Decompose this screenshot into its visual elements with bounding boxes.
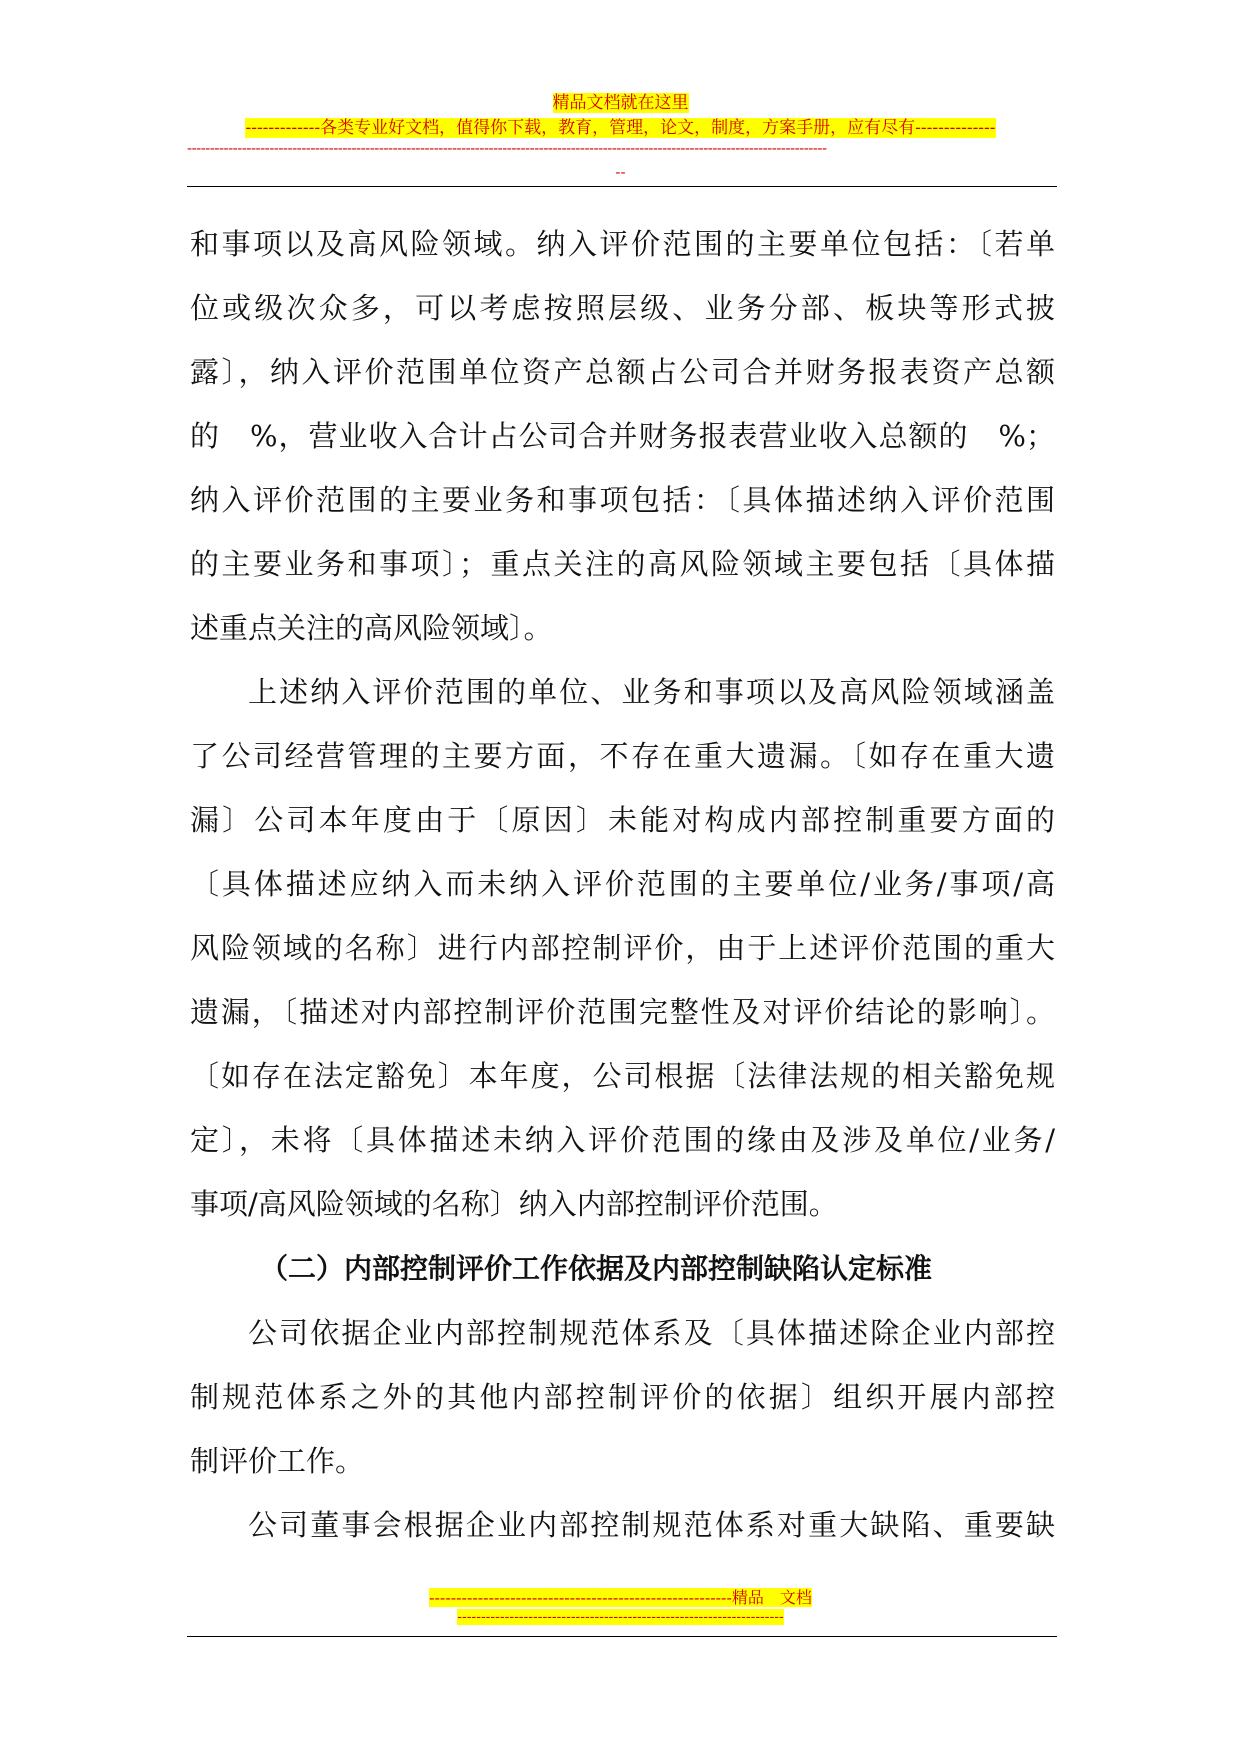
text-line: 制评价工作。 bbox=[190, 1444, 365, 1478]
header-rule bbox=[187, 186, 1057, 187]
text-line: 的主要业务和事项〕；重点关注的高风险领域主要包括〔具体描 bbox=[190, 547, 1055, 581]
text-line-indented: 上述纳入评价范围的单位、业务和事项以及高风险领域涵盖 bbox=[248, 675, 1055, 709]
text-line: 和事项以及高风险领域。纳入评价范围的主要单位包括：〔若单 bbox=[190, 227, 1055, 261]
text-line: 的 %，营业收入合计占公司合并财务报表营业收入总额的 %； bbox=[190, 419, 1055, 453]
header-slogan: -------------各类专业好文档，值得你下载，教育，管理，论文，制度，方案手册，应有尽有-------------- bbox=[245, 118, 996, 138]
header-title: 精品文档就在这里 bbox=[552, 93, 689, 113]
text-line: 露〕，纳入评价范围单位资产总额占公司合并财务报表资产总额 bbox=[190, 355, 1055, 389]
header-dash-line: -------------------------------------------------------------------------------------------------------------------------------------------- bbox=[187, 139, 827, 157]
text-line-indented: 公司董事会根据企业内部控制规范体系对重大缺陷、重要缺 bbox=[248, 1508, 1055, 1542]
text-line: 〔如存在法定豁免〕本年度，公司根据〔法律法规的相关豁免规 bbox=[190, 1059, 1055, 1093]
text-line: 风险领域的名称〕进行内部控制评价，由于上述评价范围的重大 bbox=[190, 931, 1055, 965]
header-dash-line-end: -- bbox=[615, 163, 626, 181]
text-line: 遗漏，〔描述对内部控制评价范围完整性及对评价结论的影响〕。 bbox=[190, 995, 1055, 1029]
section-heading: （二）内部控制评价工作依据及内部控制缺陷认定标准 bbox=[260, 1252, 933, 1285]
footer-dash-line: --------------------------------------------------------------------- bbox=[457, 1609, 784, 1625]
text-line: 述重点关注的高风险领域〕。 bbox=[190, 611, 553, 645]
text-line: 位或级次众多，可以考虑按照层级、业务分部、板块等形式披 bbox=[190, 291, 1055, 325]
footer-rule bbox=[187, 1636, 1057, 1637]
text-line: 纳入评价范围的主要业务和事项包括：〔具体描述纳入评价范围 bbox=[190, 483, 1055, 517]
text-line: 事项/高风险领域的名称〕纳入内部控制评价范围。 bbox=[190, 1187, 838, 1221]
text-line: 了公司经营管理的主要方面，不存在重大遗漏。〔如存在重大遗 bbox=[190, 739, 1055, 773]
text-line: 定〕，未将〔具体描述未纳入评价范围的缘由及涉及单位/业务/ bbox=[190, 1123, 1055, 1157]
text-line: 制规范体系之外的其他内部控制评价的依据〕组织开展内部控 bbox=[190, 1380, 1055, 1414]
footer-line: --------------------------------------------------------精品 文档 bbox=[429, 1588, 812, 1607]
text-line: 漏〕公司本年度由于〔原因〕未能对构成内部控制重要方面的 bbox=[190, 803, 1055, 837]
text-line-indented: 公司依据企业内部控制规范体系及〔具体描述除企业内部控 bbox=[248, 1316, 1055, 1350]
text-line: 〔具体描述应纳入而未纳入评价范围的主要单位/业务/事项/高 bbox=[190, 867, 1055, 901]
